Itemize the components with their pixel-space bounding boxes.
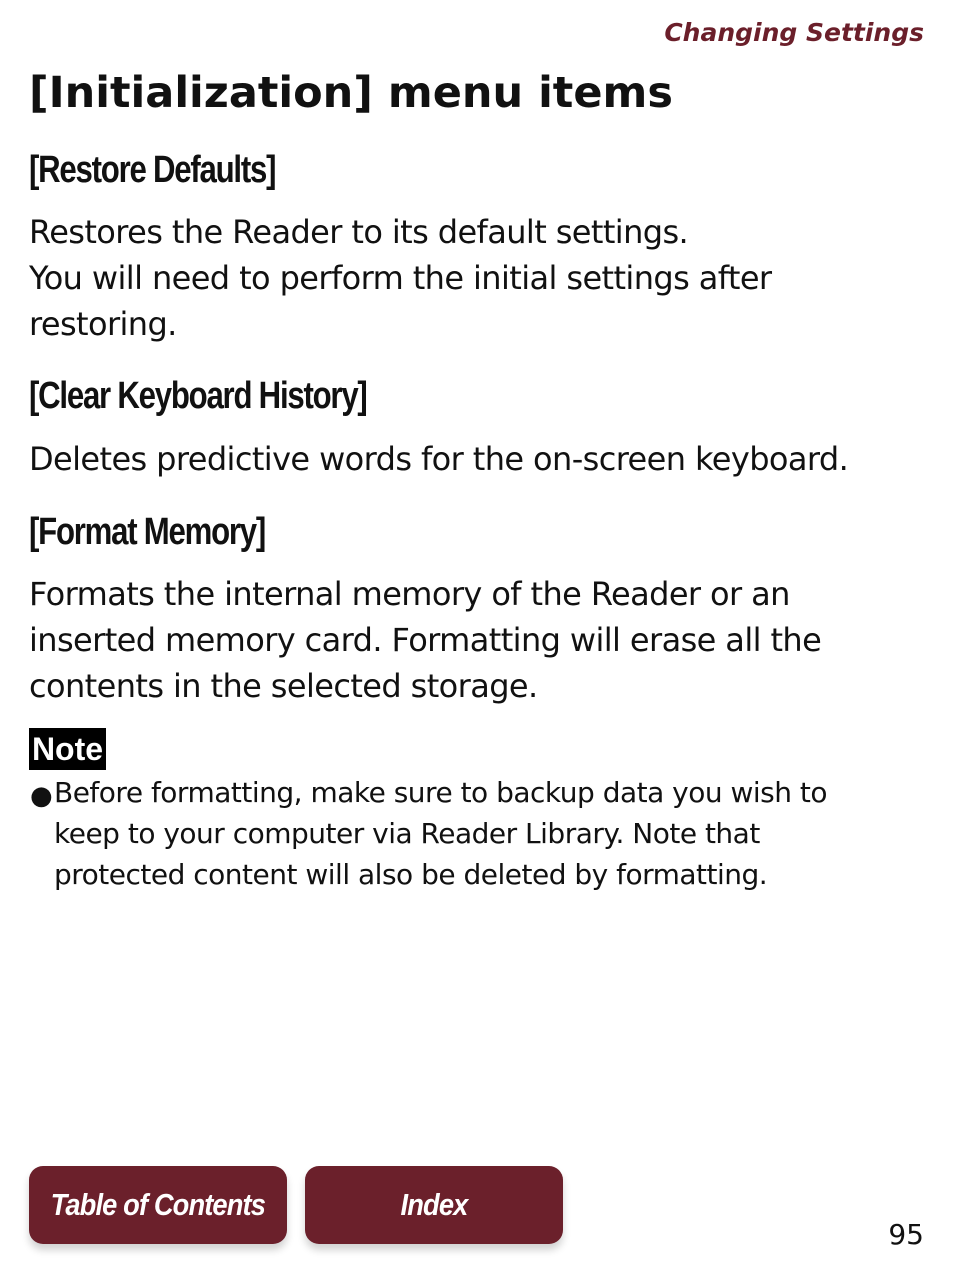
note-badge: Note — [29, 728, 106, 770]
restore-defaults-description — [29, 209, 929, 347]
note-line-3: protected content will also be deleted by formatting. — [54, 858, 768, 891]
table-of-contents-button[interactable] — [29, 1166, 287, 1244]
format-memory-line-1: Formats the internal memory of the Reader or an — [29, 575, 790, 613]
clear-keyboard-history-description — [29, 436, 929, 482]
restore-defaults-line-3: restoring. — [29, 305, 177, 343]
format-memory-description — [29, 571, 929, 709]
index-label: Index — [400, 1187, 468, 1222]
page-number: 95 — [888, 1218, 924, 1251]
clear-keyboard-history-heading: [Clear Keyboard History] — [29, 375, 367, 417]
bullet-icon: ● — [30, 781, 53, 811]
restore-defaults-heading: [Restore Defaults] — [29, 149, 276, 191]
format-memory-line-3: contents in the selected storage. — [29, 667, 538, 705]
restore-defaults-line-2: You will need to perform the initial settings after — [29, 259, 772, 297]
note-line-1: Before formatting, make sure to backup data you wish to — [54, 776, 828, 809]
restore-defaults-line-1: Restores the Reader to its default settings. — [29, 213, 689, 251]
section-label: Changing Settings — [664, 18, 924, 47]
index-button[interactable] — [305, 1166, 563, 1244]
page-title: [Initialization] menu items — [29, 68, 673, 118]
note-text — [54, 772, 934, 895]
note-line-2: keep to your computer via Reader Library. Note that — [54, 817, 760, 850]
format-memory-heading: [Format Memory] — [29, 511, 266, 553]
table-of-contents-label: Table of Contents — [50, 1187, 266, 1222]
format-memory-line-2: inserted memory card. Formatting will erase all the — [29, 621, 822, 659]
clear-keyboard-history-line-1: Deletes predictive words for the on-screen keyboard. — [29, 440, 849, 478]
